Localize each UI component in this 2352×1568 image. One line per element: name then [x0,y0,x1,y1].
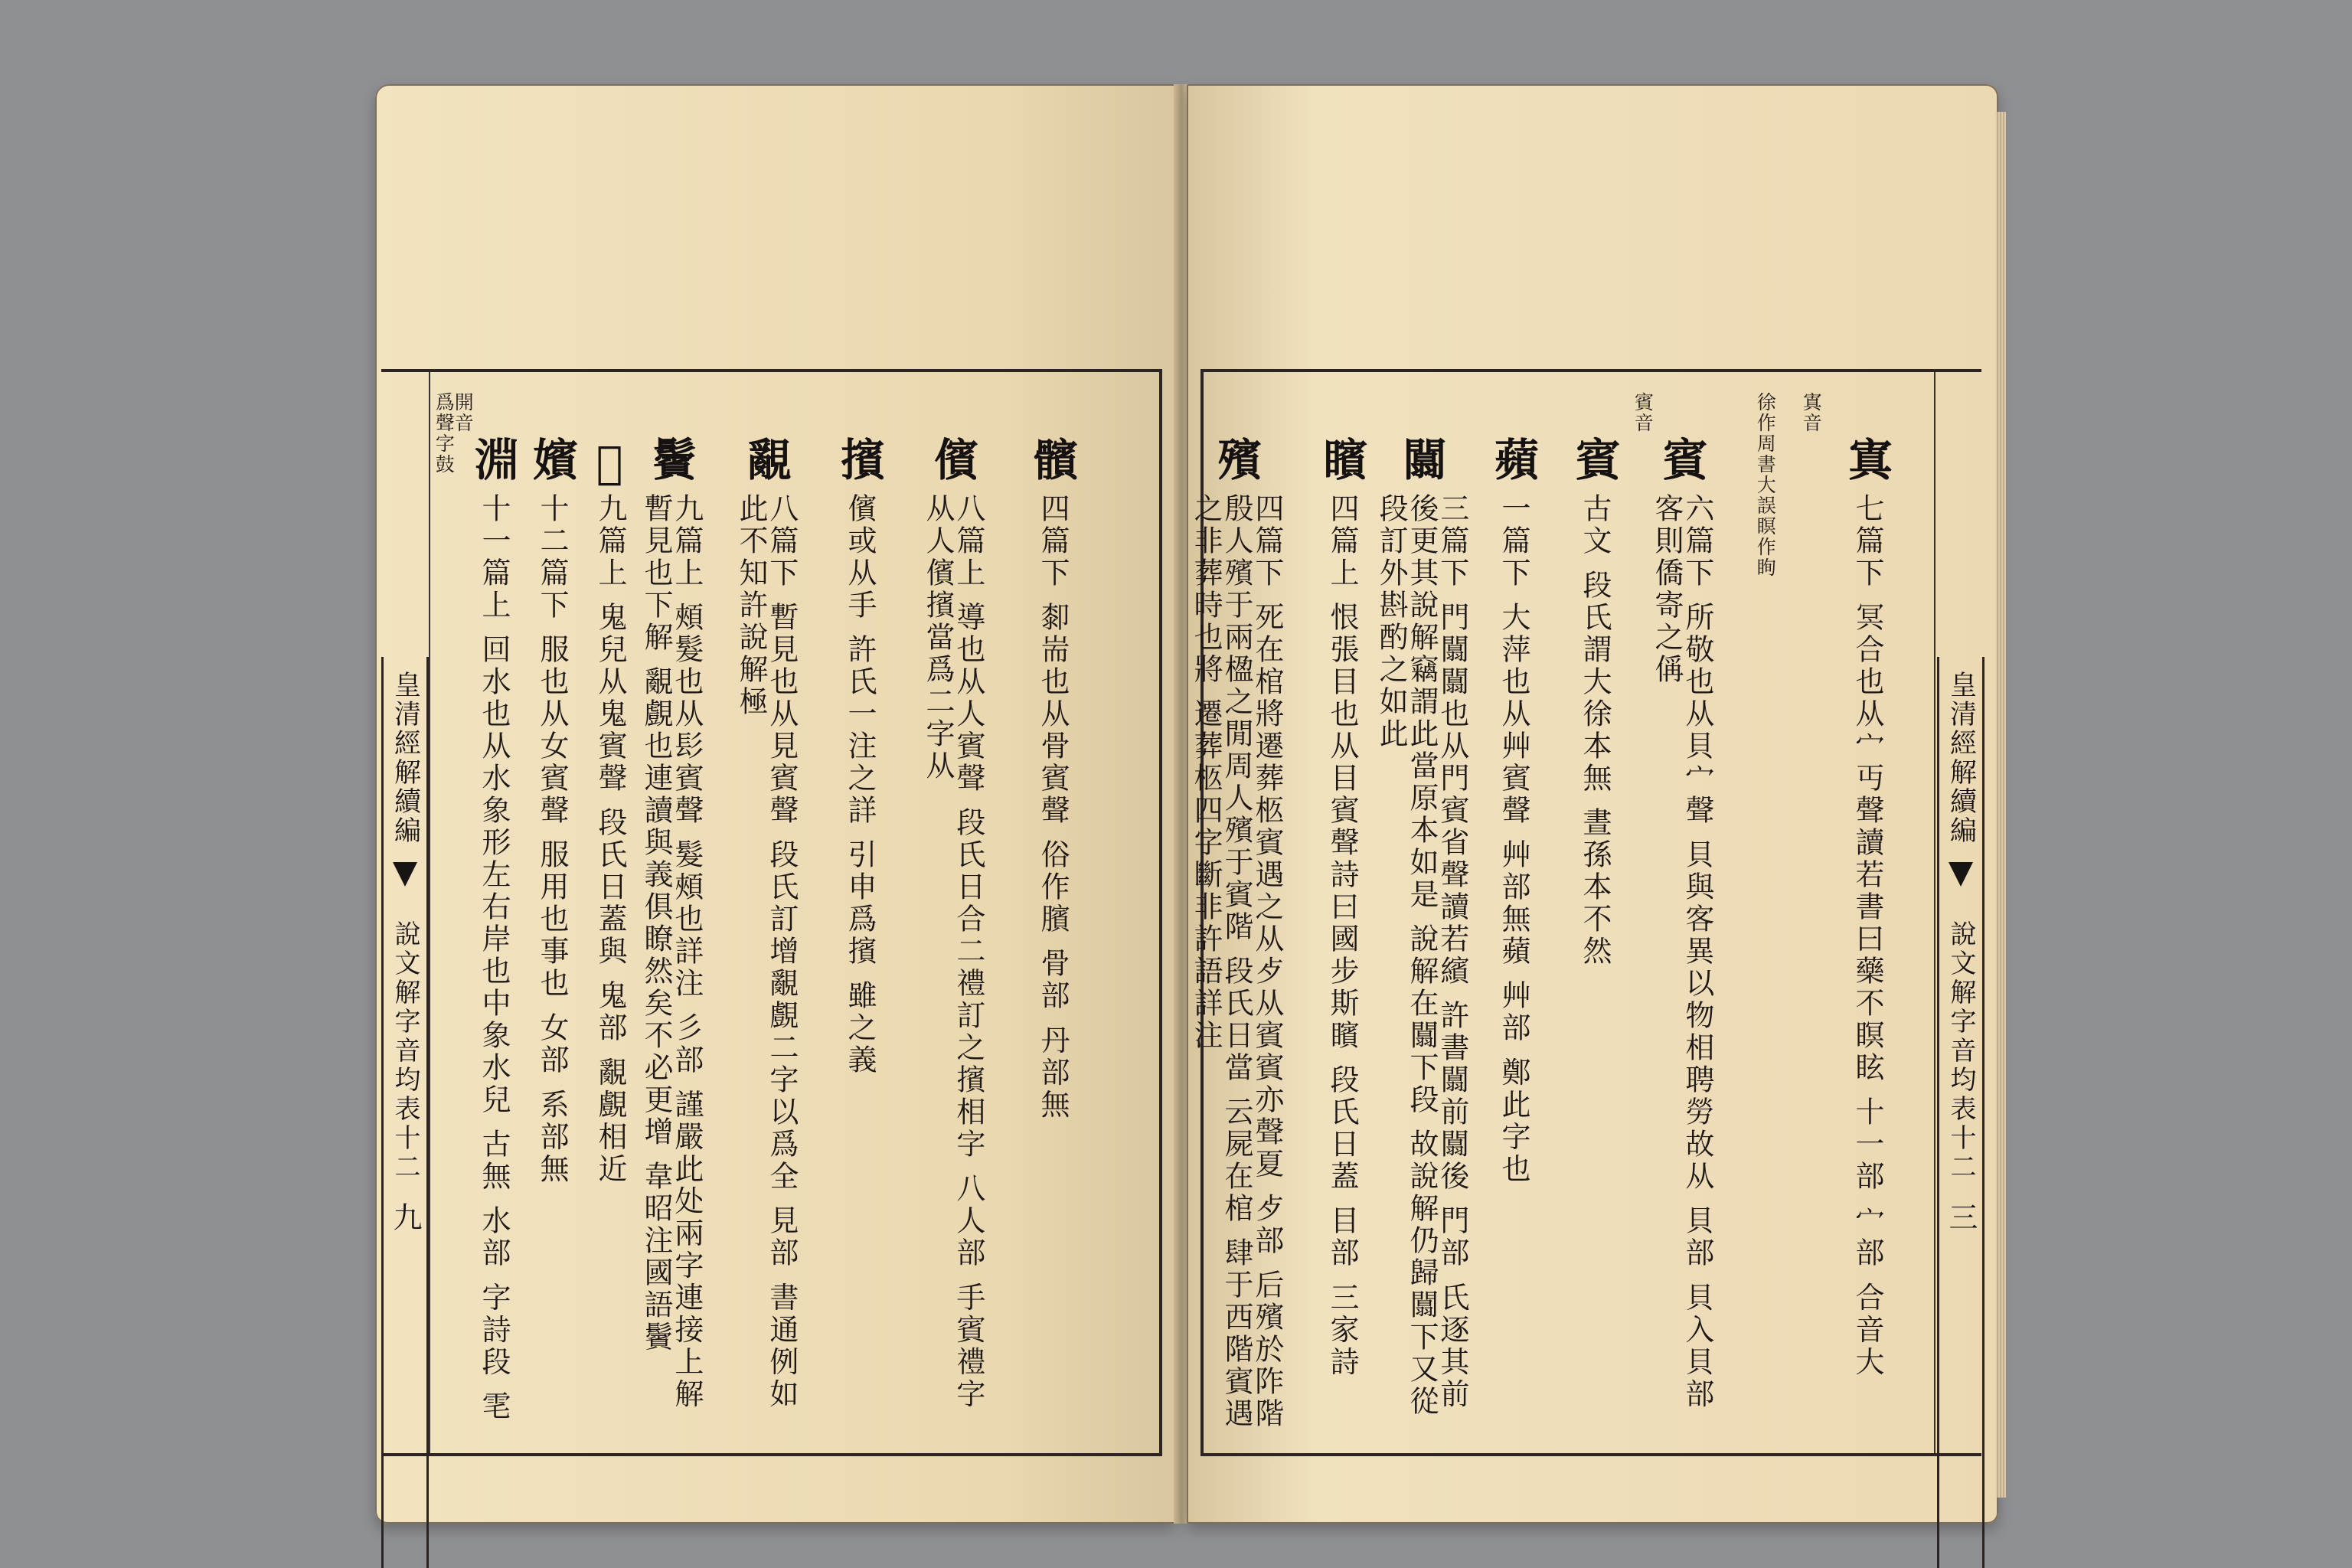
entry-text: 九篇上 頰髮也从髟賓聲 髮頰也詳注 彡部 謹嚴此处兩字連接上解暫見也下解 覶覻也連讀與義俱瞭然矣不必更增 韋昭注國語鬢 [639,493,704,1411]
entry-text: 七篇下 冥合也从宀丏聲讀若書曰藥不瞑眩 十一部 宀部 合音大 [1850,493,1884,1379]
right-entry-column [1841,392,1893,1439]
right-band-title: 皇清經解續編 [1945,671,1977,845]
right-margin-note: 賓音 [1632,392,1655,433]
headword: 髕 [1026,436,1078,481]
entry-text: 十二篇下 服也从女賓聲 服用也事也 女部 系部無 [534,493,569,1186]
left-entry-column [1026,392,1078,1439]
page-stack-edge [1995,112,2006,1498]
right-band-subtitle: 說文解字音均表十二 [1945,920,1976,1182]
left-page [375,84,1175,1524]
entry-text: 六篇下 所敬也从貝宀聲 貝與客異以物相聘勞故从 貝部 貝入貝部客則僑寄之偁 [1650,493,1714,1411]
column-divider [429,372,430,1453]
left-folio: 九 [388,1202,422,1231]
open-book [375,84,1998,1524]
right-folio: 三 [1944,1202,1978,1231]
right-page-text-frame [1189,369,1981,1456]
left-margin-note: 開音 [452,392,475,433]
headword: 殯 [1210,436,1262,481]
headword: 儐 [926,436,978,481]
right-margin-note: 徐作周書大誤瞑作眴 [1754,392,1777,578]
left-page-center-band [381,657,429,1568]
right-entry-column [1374,392,1469,1439]
entry-text: 三篇下 門闒闒也从門賓省聲讀若繽 許書闒前闒後 門部 氏逐其前後更其說解竊謂此當原本如是 說解在闒下段 故說解仍歸闒下又從段訂外斟酌之如此 [1374,493,1469,1419]
right-margin-note: 寘音 [1800,392,1823,433]
right-entry-column [1487,392,1539,1439]
headword: 賓 [1655,436,1707,481]
column-divider [1934,372,1936,1453]
right-fish-tail-mark [1949,862,1973,887]
headword: 蘋 [1487,436,1539,481]
left-entry-column [833,392,885,1439]
left-entry-column [639,392,704,1439]
entry-text: 四篇下 厀耑也从骨賓聲 俗作臏 骨部 丹部無 [1035,493,1070,1122]
entry-text: 古文 段氏謂大徐本無 晝孫本不然 [1577,493,1612,969]
headword: 寘 [1841,436,1893,481]
entry-text: 九篇上 鬼兒从鬼賓聲 段氏日蓋與 鬼部 覶覻相近 [593,493,627,1186]
headword: 淵 [467,436,519,481]
headword: 嬪 [525,436,577,481]
right-entry-column [1568,392,1620,1439]
entry-text: 八篇上 導也从人賓聲 段氏日合二禮訂之擯相字 八人部 手賓禮字从人儐擯當爲二字从 [921,493,985,1411]
headword: 覶 [740,436,792,481]
headword: 𩴭 [583,436,635,488]
left-entry-column [734,392,799,1439]
headword: 鬢 [645,436,697,481]
left-band-subtitle: 說文解字音均表十二 [390,920,420,1182]
headword: 矉 [1315,436,1367,481]
headword: 擯 [833,436,885,481]
left-entry-column [525,392,577,1439]
right-entry-column [1315,392,1367,1439]
entry-text: 八篇下 暫見也从見賓聲 段氏訂增覶覻二字以爲全 見部 書通例如此不知許說解極 [734,493,799,1411]
right-entry-column [1189,392,1284,1439]
entry-text: 四篇上 恨張目也从目賓聲詩曰國步斯矉 段氏日蓋 目部 三家詩 [1325,493,1359,1379]
right-page-center-band [1937,657,1984,1568]
right-entry-column [1650,392,1714,1439]
entry-text: 儐或从手 許氏一注之詳 引申爲擯 雖之義 [842,493,877,1077]
headword: 賓 [1568,436,1620,481]
left-margin-note: 爲聲字鼓 [433,392,456,475]
entry-text: 十一篇上 回水也从水象形左右岸也中象水兒 古無 水部 字詩段 䨋 [476,493,511,1423]
entry-text: 四篇下 死在棺將遷葬柩賓遇之从歺从賓賓亦聲夏 歺部 后殯於阼階殷人殯于兩楹之閒周人殯于賓階 段氏日當 云屍在棺 肆于西階賓遇之非葬時也將 遷葬柩四字斷非許語詳注 [1189,493,1284,1431]
left-entry-column [921,392,985,1439]
left-entry-column [467,392,519,1439]
left-entry-column [583,392,635,1439]
left-page-text-frame [381,369,1162,1456]
right-page [1187,84,1998,1524]
headword: 闒 [1395,436,1447,481]
left-band-title: 皇清經解續編 [390,671,421,845]
entry-text: 一篇下 大萍也从艸賓聲 艸部無蘋 艸部 鄭此字也 [1496,493,1530,1186]
left-fish-tail-mark [393,862,417,887]
